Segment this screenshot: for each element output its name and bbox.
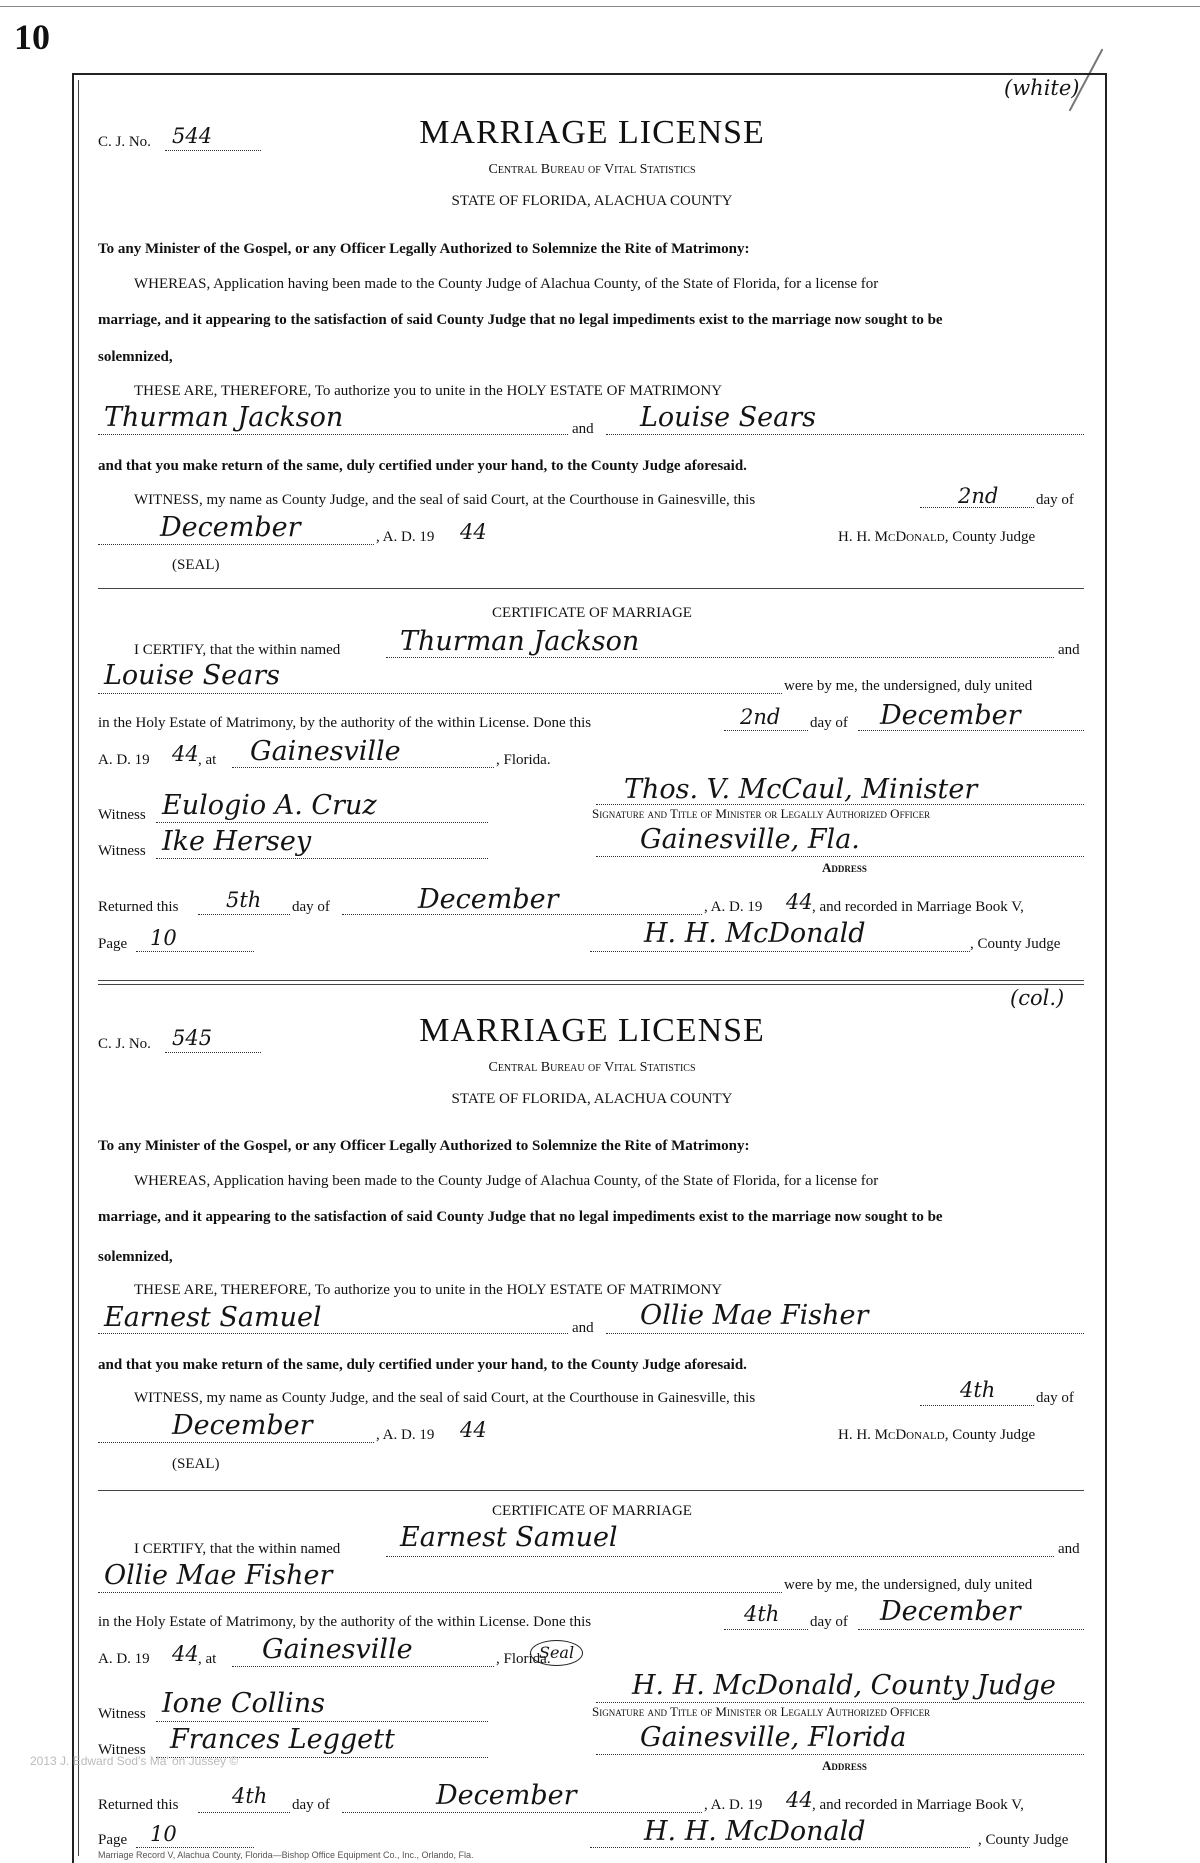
page-number: 10 bbox=[14, 17, 50, 57]
license-day: 4th bbox=[960, 1378, 996, 1402]
florida-label: , Florida. bbox=[496, 1651, 551, 1667]
done-place: Gainesville bbox=[262, 1634, 413, 1665]
ad-prefix: A. D. 19 bbox=[98, 752, 150, 768]
seal-mark: Seal bbox=[530, 1640, 583, 1666]
groom-name: Thurman Jackson bbox=[104, 402, 344, 433]
i-certify-label: I CERTIFY, that the within named bbox=[134, 1541, 341, 1557]
license-month: December bbox=[172, 1410, 313, 1441]
sig-title-label: Signature and Title of Minister or Legally Authorized Officer bbox=[592, 806, 931, 821]
witness-label: Witness bbox=[98, 843, 146, 859]
returned-day: 5th bbox=[226, 888, 262, 912]
top-edge-line bbox=[0, 6, 1200, 7]
judge-name: H. H. McDonald, County Judge bbox=[838, 1427, 1036, 1443]
cj-no-value: 544 bbox=[172, 124, 213, 148]
cert-bride: Ollie Mae Fisher bbox=[104, 1560, 333, 1591]
witness-line: WITNESS, my name as County Judge, and the seal of said Court, at the Courthouse in Gainesville, this bbox=[134, 492, 756, 508]
seal-label: (SEAL) bbox=[172, 1456, 220, 1472]
page-frame bbox=[72, 73, 1107, 1863]
at-label: , at bbox=[198, 1651, 217, 1667]
done-place: Gainesville bbox=[250, 736, 401, 767]
address-label: Address bbox=[822, 1758, 867, 1773]
cert-groom: Earnest Samuel bbox=[400, 1522, 618, 1553]
ad-label: , A. D. 19 bbox=[376, 529, 435, 545]
record-divider bbox=[98, 980, 1084, 985]
race-note: (white) bbox=[1004, 76, 1080, 100]
witness-2: Frances Leggett bbox=[170, 1724, 395, 1755]
day-of-label: day of bbox=[292, 1797, 330, 1813]
bride-name: Ollie Mae Fisher bbox=[640, 1300, 869, 1331]
officer-signature: H. H. McDonald, County Judge bbox=[632, 1670, 1056, 1701]
done-month: December bbox=[880, 1596, 1021, 1627]
day-of-label: day of bbox=[292, 899, 330, 915]
return-line: and that you make return of the same, duly certified under your hand, to the County Judge aforesaid. bbox=[98, 458, 747, 474]
address-label: Address bbox=[822, 860, 867, 875]
county-judge-label: , County Judge bbox=[978, 1832, 1069, 1848]
officer-address: Gainesville, Fla. bbox=[640, 824, 860, 855]
witness-line: WITNESS, my name as County Judge, and the seal of said Court, at the Courthouse in Gainesville, this bbox=[134, 1390, 756, 1406]
whereas-line-3: solemnized, bbox=[98, 1249, 173, 1265]
and-label: and bbox=[572, 421, 594, 437]
witness-label: Witness bbox=[98, 1706, 146, 1722]
returned-label: Returned this bbox=[98, 1797, 179, 1813]
witness-1: Ione Collins bbox=[162, 1688, 325, 1719]
address-to: To any Minister of the Gospel, or any Officer Legally Authorized to Solemnize the Rite of Matrimony: bbox=[98, 241, 750, 257]
witness-2: Ike Hersey bbox=[162, 826, 312, 857]
address-to: To any Minister of the Gospel, or any Officer Legally Authorized to Solemnize the Rite of Matrimony: bbox=[98, 1138, 750, 1154]
whereas-line-2: marriage, and it appearing to the satisfaction of said County Judge that no legal impediments exist to the marriage now sought to be bbox=[98, 312, 943, 328]
judge-signature: H. H. McDonald bbox=[644, 1816, 866, 1847]
cert-groom: Thurman Jackson bbox=[400, 626, 640, 657]
witness-label: Witness bbox=[98, 1742, 146, 1758]
witness-label: Witness bbox=[98, 807, 146, 823]
and-label: and bbox=[572, 1320, 594, 1336]
license-year: 44 bbox=[460, 520, 487, 544]
day-of-label: day of bbox=[1036, 1390, 1074, 1406]
these-are-line: THESE ARE, THEREFORE, To authorize you to unite in the HOLY ESTATE OF MATRIMONY bbox=[134, 1282, 723, 1298]
and-label: and bbox=[1058, 1541, 1080, 1557]
returned-year: 44 bbox=[786, 890, 813, 914]
returned-year: 44 bbox=[786, 1788, 813, 1812]
day-of-label: day of bbox=[1036, 492, 1074, 508]
sig-title-label: Signature and Title of Minister or Legally Authorized Officer bbox=[592, 1704, 931, 1719]
at-label: , at bbox=[198, 752, 217, 768]
license-month: December bbox=[160, 512, 301, 543]
watermark: 2013 J. Edward Sod's Ma' on Jussey © bbox=[30, 1754, 239, 1768]
officer-address: Gainesville, Florida bbox=[640, 1722, 907, 1753]
done-day: 2nd bbox=[740, 705, 781, 729]
ad-recorded-label: , A. D. 19 bbox=[704, 899, 763, 915]
page-label: Page bbox=[98, 936, 128, 952]
cj-no-value: 545 bbox=[172, 1026, 213, 1050]
done-year: 44 bbox=[172, 1642, 199, 1666]
holy-estate-line: in the Holy Estate of Matrimony, by the authority of the within License. Done this bbox=[98, 715, 592, 731]
done-day: 4th bbox=[744, 1602, 780, 1626]
whereas-line-1: WHEREAS, Application having been made to the County Judge of Alachua County, of the State of Florida, for a license for bbox=[134, 1173, 879, 1189]
cj-no-label: C. J. No. bbox=[98, 1036, 151, 1052]
cert-bride: Louise Sears bbox=[104, 660, 280, 691]
groom-name: Earnest Samuel bbox=[104, 1302, 322, 1333]
return-line: and that you make return of the same, duly certified under your hand, to the County Judge aforesaid. bbox=[98, 1357, 747, 1373]
whereas-line-1: WHEREAS, Application having been made to the County Judge of Alachua County, of the State of Florida, for a license for bbox=[134, 276, 879, 292]
race-note: (col.) bbox=[1010, 986, 1065, 1010]
license-day: 2nd bbox=[958, 484, 999, 508]
page-value: 10 bbox=[150, 926, 177, 950]
florida-label: , Florida. bbox=[496, 752, 551, 768]
i-certify-label: I CERTIFY, that the within named bbox=[134, 642, 341, 658]
county-judge-label: , County Judge bbox=[970, 936, 1061, 952]
recorded-in-label: , and recorded in Marriage Book V, bbox=[812, 1797, 1024, 1813]
these-are-line: THESE ARE, THEREFORE, To authorize you to unite in the HOLY ESTATE OF MATRIMONY bbox=[134, 383, 723, 399]
license-year: 44 bbox=[460, 1418, 487, 1442]
returned-month: December bbox=[418, 884, 559, 915]
officer-signature: Thos. V. McCaul, Minister bbox=[624, 774, 978, 805]
and-label: and bbox=[1058, 642, 1080, 658]
returned-label: Returned this bbox=[98, 899, 179, 915]
page-value: 10 bbox=[150, 1822, 177, 1846]
printer-footer: Marriage Record V, Alachua County, Florida—Bishop Office Equipment Co., Inc., Orlando, Fla. bbox=[98, 1850, 474, 1860]
page-label: Page bbox=[98, 1832, 128, 1848]
holy-estate-line: in the Holy Estate of Matrimony, by the authority of the within License. Done this bbox=[98, 1614, 592, 1630]
witness-1: Eulogio A. Cruz bbox=[162, 790, 377, 821]
bride-name: Louise Sears bbox=[640, 402, 816, 433]
returned-day: 4th bbox=[232, 1784, 268, 1808]
whereas-line-3: solemnized, bbox=[98, 349, 173, 365]
judge-signature: H. H. McDonald bbox=[644, 918, 866, 949]
frame-inner-line bbox=[78, 80, 79, 1856]
returned-month: December bbox=[436, 1780, 577, 1811]
done-month: December bbox=[880, 700, 1021, 731]
recorded-in-label: , and recorded in Marriage Book V, bbox=[812, 899, 1024, 915]
seal-label: (SEAL) bbox=[172, 557, 220, 573]
ad-label: , A. D. 19 bbox=[376, 1427, 435, 1443]
were-by-me: were by me, the undersigned, duly united bbox=[784, 678, 1033, 694]
whereas-line-2: marriage, and it appearing to the satisfaction of said County Judge that no legal impediments exist to the marriage now sought to be bbox=[98, 1209, 943, 1225]
judge-name: H. H. McDonald, County Judge bbox=[838, 529, 1036, 545]
ad-prefix: A. D. 19 bbox=[98, 1651, 150, 1667]
done-year: 44 bbox=[172, 742, 199, 766]
cj-no-label: C. J. No. bbox=[98, 134, 151, 150]
were-by-me: were by me, the undersigned, duly united bbox=[784, 1577, 1033, 1593]
ad-recorded-label: , A. D. 19 bbox=[704, 1797, 763, 1813]
day-of-label: day of bbox=[810, 1614, 848, 1630]
day-of-label: day of bbox=[810, 715, 848, 731]
